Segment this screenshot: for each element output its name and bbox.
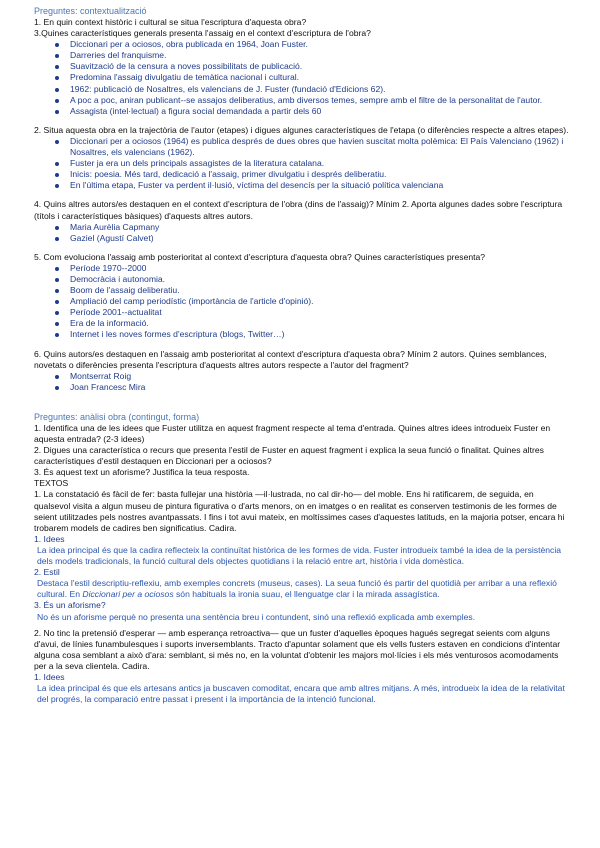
text-2-ideas-label: 1. Idees	[34, 671, 65, 682]
style-answer-part-1: Destaca l'estil descriptiu-reflexiu, amb exemples concrets (museus, cases). La seua funció és partir del quotidià per arribar a una reflexió cultural. En	[37, 578, 557, 600]
question-2: 2. Situa aquesta obra en la trajectòria de l'autor (etapes) i digues algunes característiques de l'etapa (o diferències respecte a altres etapes).	[34, 124, 569, 135]
text-1-aphorism-label: 3. És un aforisme?	[34, 600, 106, 611]
question-3-answers	[34, 39, 570, 117]
question-5: 5. Com evoluciona l'assaig amb posterioritat al context d'escriptura d'aquesta obra? Quines característiques presenta?	[34, 251, 486, 262]
question-6-answers	[34, 371, 570, 393]
book-title: Diccionari per a ociosos	[82, 589, 174, 600]
list-item: Suavització de la censura a noves possibilitats de publicació.	[34, 61, 570, 72]
text-2-ideas-answer: La idea principal és que els artesans antics ja buscaven comoditat, encara que amb altres mitjans. A més, introdueix la idea de la relativitat del progrés, la comparació entre passat i present i la importància de la intenció funcional.	[37, 683, 565, 705]
question-2-answers	[34, 136, 570, 191]
list-item: Diccionari per a ociosos, obra publicada en 1964, Joan Fuster.	[34, 39, 570, 50]
question-4: 4. Quins altres autors/es destaquen en el context d'escriptura de l'obra (dins de l'assaig)? Mínim 2. Aporta algunes dades sobre l'escriptura (títols i característiques bàsiques) d'aquests altres autors.	[34, 199, 563, 221]
list-item: Assagista (intel·lectual) a figura social demandada a partir dels 60	[34, 106, 570, 117]
list-item: Ampliació del camp periodístic (importància de l'article d'opinió).	[34, 296, 570, 307]
list-item: Predomina l'assaig divulgatiu de temàtica nacional i cultural.	[34, 72, 570, 83]
textos-heading: TEXTOS	[34, 478, 69, 489]
list-item: Boom de l'assaig deliberatiu.	[34, 285, 570, 296]
section-heading-analysis: Preguntes: anàlisi obra (contingut, forma)	[34, 411, 200, 422]
text-1-aphorism-answer: No és un aforisme perquè no presenta una sentència breu i contundent, sinó una reflexió explicada amb exemples.	[37, 611, 476, 622]
text-1: 1. La constatació és fàcil de fer: basta fullejar una història —il·lustrada, no cal dir-ho— del moble. Ens hi ratificarem, de seguida, en qualsevol visita a algun museu de pintura figurativa o d'arts menors, on en imatges o en realitat es conserven testimonis de les formes de seient utilitzades pels nostres avantpassats. I fins i tot avui mateix, en moltíssimes cases d'aquestes latituds, en la majoria potser, encara hi trobarem models de cadires ben significatius. Cadira.	[34, 489, 565, 533]
list-item: Maria Aurèlia Capmany	[34, 222, 570, 233]
analysis-question-2: 2. Digues una característica o recurs que presenta l'estil de Fuster en aquest fragment i explica la seua funció o finalitat. Quines altres característiques d'estil destaquen en Diccionari per a ociosos?	[34, 445, 544, 467]
list-item: Joan Francesc Mira	[34, 382, 570, 393]
question-1: 1. En quin context històric i cultural se situa l'escriptura d'aquesta obra?	[34, 17, 307, 27]
list-item: Gaziel (Agustí Calvet)	[34, 233, 570, 244]
question-4-answers	[34, 222, 570, 244]
list-item: Inicis: poesia. Més tard, dedicació a l'assaig, primer divulgatiu i després deliberatiu.	[34, 169, 570, 180]
section-heading-context: Preguntes: contextualització	[34, 6, 147, 16]
question-5-answers	[34, 263, 570, 341]
text-1-ideas-label: 1. Idees	[34, 533, 65, 544]
list-item: A poc a poc, aniran publicant--se assajos deliberatius, amb diversos temes, sempre amb el filtre de la personalitat de l'autor.	[34, 95, 570, 106]
list-item: Era de la informació.	[34, 318, 570, 329]
list-item: Internet i les noves formes d'escriptura (blogs, Twitter…)	[34, 329, 570, 340]
list-item: Democràcia i autonomia.	[34, 274, 570, 285]
style-answer-part-2: són habituals la ironia suau, el llenguatge clar i la mirada assagística.	[173, 589, 440, 600]
list-item: Darreries del franquisme.	[34, 50, 570, 61]
list-item: Període 2001--actualitat	[34, 307, 570, 318]
text-1-ideas-answer: La idea principal és que la cadira reflecteix la continuïtat històrica de les formes de vida. Fuster introdueix també la idea de la persistència dels models tradicionals, la funció cultural dels objectes quotidians i la relació entre art, història i vida domèstica.	[37, 544, 562, 567]
list-item: Montserrat Roig	[34, 371, 570, 382]
text-1-style-label: 2. Estil	[34, 567, 60, 578]
document-page	[34, 5, 570, 705]
question-3: 3.Quines característiques generals presenta l'assaig en el context d'escriptura de l'obra?	[34, 28, 371, 39]
list-item: Fuster ja era un dels principals assagistes de la literatura catalana.	[34, 158, 570, 169]
analysis-question-1: 1. Identifica una de les idees que Fuster utilitza en aquest fragment respecte al tema d'entrada. Quines altres idees introdueix Fuster en aquesta entrada? (2-3 idees)	[34, 422, 551, 444]
text-2: 2. No tinc la pretensió d'esperar — amb esperança retroactiva— que un fuster d'aquelles èpoques hagués segregat seients com alguns d'avui, de línies funambulesques i suports inversemblants. Tracto d'apuntar solament que els vells fusters estaven en condicions d'intentar alguna cosa semblant a això d'ara: semblant, si més no, en la voluntat d'obtenir les majors mol·lícies i els més venturosos acomodaments per a la seva clientela. Cadira.	[34, 627, 561, 671]
list-item: 1962: publicació de Nosaltres, els valencians de J. Fuster (fundació d'Edicions 62).	[34, 84, 570, 95]
analysis-question-3: 3. És aquest text un aforisme? Justifica la teua resposta.	[34, 467, 250, 478]
text-1-style-answer	[34, 578, 570, 600]
question-6: 6. Quins autors/es destaquen en l'assaig amb posterioritat al context d'escriptura d'aquesta obra? Mínim 2 autors. Quines semblances, novetats o diferències presenta l'escriptura d'aquests altres autors respecte a l'autor del fragment?	[34, 348, 547, 370]
list-item: Període 1970--2000	[34, 263, 570, 274]
list-item: Diccionari per a ociosos (1964) es publica després de dues obres que havien suscitat molta polèmica: El País Valenciano (1962) i Nosaltres, els valencians (1962).	[34, 136, 570, 158]
list-item: En l'última etapa, Fuster va perdent il·lusió, víctima del desencís per la situació política valenciana	[34, 180, 570, 191]
